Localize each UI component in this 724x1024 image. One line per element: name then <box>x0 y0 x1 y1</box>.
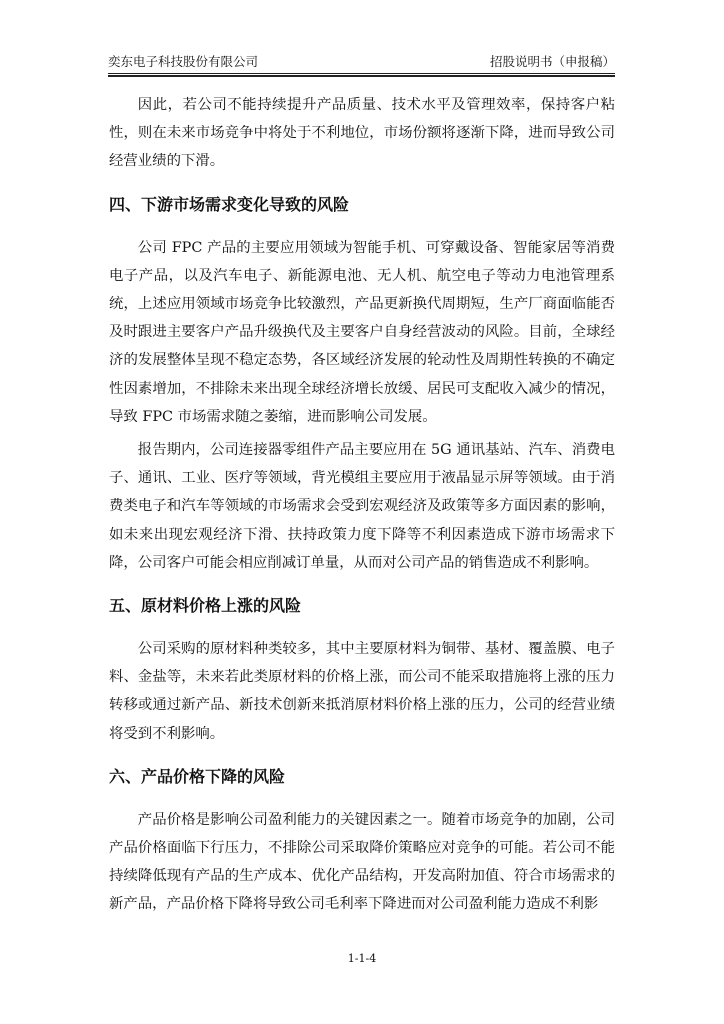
section-heading: 五、原材料价格上涨的风险 <box>109 596 302 616</box>
section-paragraph: 公司 FPC 产品的主要应用领域为智能手机、可穿戴设备、智能家居等消费电子产品，以及汽车电子、新能源电池、无人机、航空电子等动力电池管理系统，上述应用领域市场竞争比较激烈，产品更新换代周期短，生产厂商面临能否及时跟进主要客户产品升级换代及主要客户自身经营波动的风险。目前，全球经济的发展整体呈现不稳定态势，各区域经济发展的轮动性及周期性转换的不确定性因素增加，不排除未来出现全球经济增长放缓、居民可支配收入减少的情况，导致 FPC 市场需求随之萎缩，进而影响公司发展。 <box>109 239 615 425</box>
section-raw-material-risk <box>109 592 615 748</box>
section-heading: 六、产品价格下降的风险 <box>109 766 286 786</box>
section-paragraph: 公司采购的原材料种类较多，其中主要原材料为铜带、基材、覆盖膜、电子料、金盐等，未来若此类原材料的价格上涨，而公司不能采取措施将上涨的压力转移或通过新产品、新技术创新来抵消原材料价格上涨的压力，公司的经营业绩将受到不利影响。 <box>109 641 615 742</box>
document-body <box>109 91 615 919</box>
section-paragraph: 报告期内，公司连接器零组件产品主要应用在 5G 通讯基站、汽车、消费电子、通讯、工业、医疗等领域，背光模组主要应用于液晶显示屏等领域。由于消费类电子和汽车等领域的市场需求会受到宏观经济及政策等多方面因素的影响，如未来出现宏观经济下滑、扶持政策力度下降等不利因素造成下游市场需求下降，公司客户可能会相应削减订单量，从而对公司产品的销售造成不利影响。 <box>109 442 615 571</box>
page-number: 1-1-4 <box>347 952 377 965</box>
header-document-title: 招股说明书（申报稿） <box>489 54 615 69</box>
header-company-name: 奕东电子科技股份有限公司 <box>108 54 259 69</box>
intro-paragraph: 因此，若公司不能持续提升产品质量、技术水平及管理效率，保持客户粘性，则在未来市场竞争中将处于不利地位，市场份额将逐渐下降，进而导致公司经营业绩的下滑。 <box>109 97 615 170</box>
section-price-decline-risk <box>109 763 615 919</box>
page-header <box>108 50 615 74</box>
section-downstream-demand-risk <box>109 191 615 577</box>
section-heading: 四、下游市场需求变化导致的风险 <box>109 194 350 214</box>
section-paragraph: 产品价格是影响公司盈利能力的关键因素之一。随着市场竞争的加剧，公司产品价格面临下行压力，不排除公司采取降价策略应对竞争的可能。若公司不能持续降低现有产品的生产成本、优化产品结构，开发高附加值、符合市场需求的新产品，产品价格下降将导致公司毛利率下降进而对公司盈利能力造成不利影 <box>109 811 615 913</box>
